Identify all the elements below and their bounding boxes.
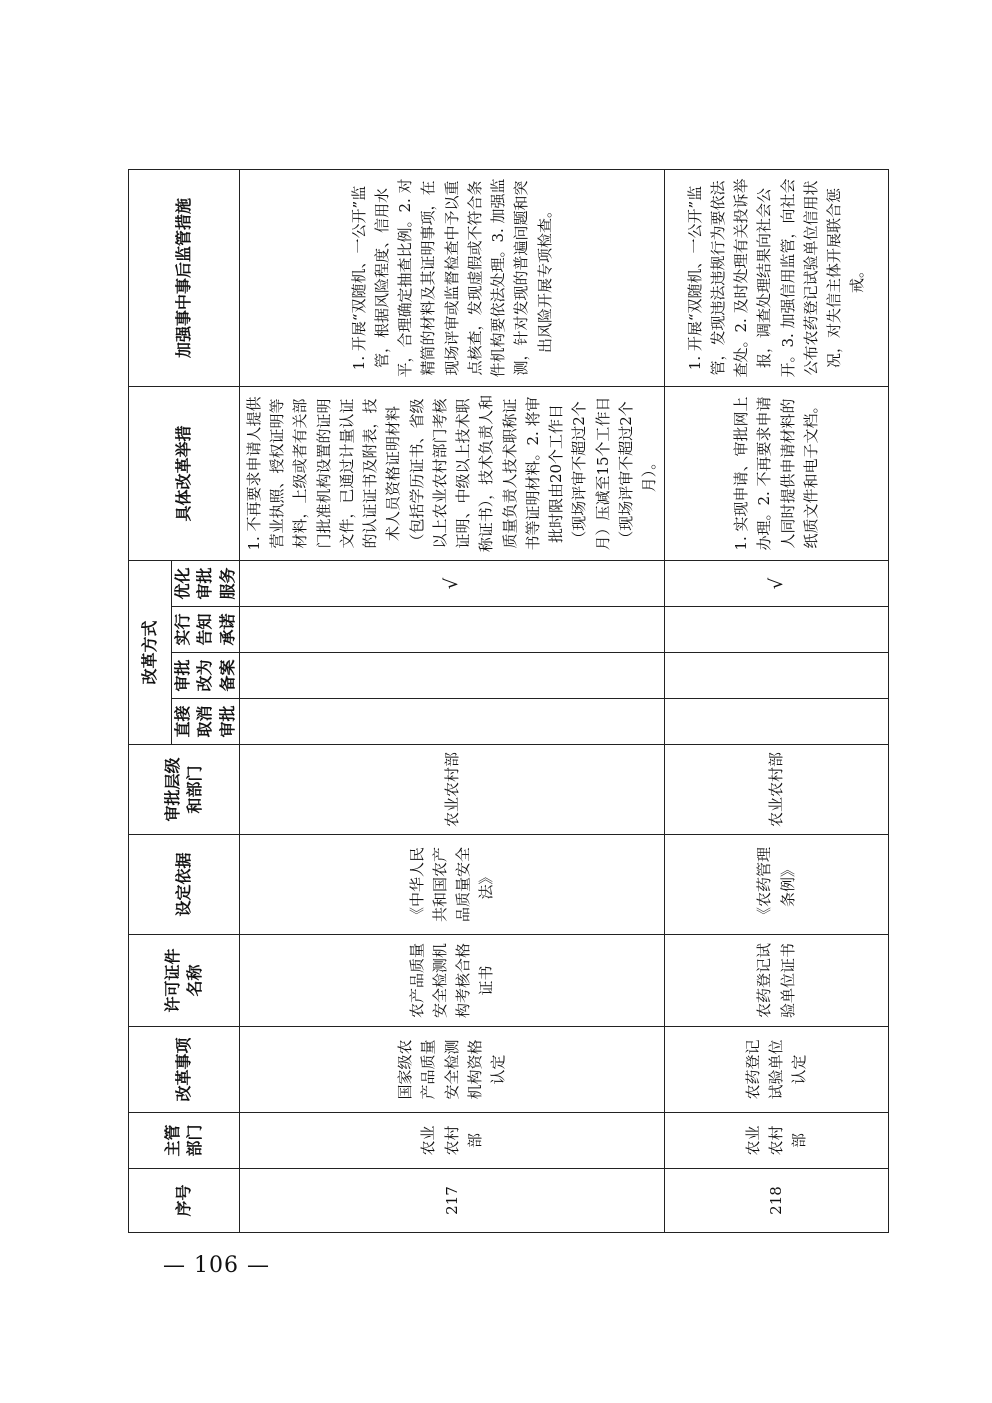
table-row	[665, 169, 889, 1232]
cell-m4: √	[665, 560, 889, 606]
reform-table	[128, 169, 889, 1233]
cell-basis: 《中华人民共和国农产品质量安全法》	[240, 835, 665, 935]
cell-m2	[240, 653, 665, 699]
cell-seq: 218	[665, 1169, 889, 1233]
rotated-table	[128, 170, 867, 1233]
cell-dept: 农业农村部	[665, 1113, 889, 1169]
cell-level: 农业农村部	[240, 745, 665, 835]
cell-m1	[240, 699, 665, 745]
header-seq: 序号	[129, 1169, 240, 1233]
header-dept: 主管部门	[129, 1113, 240, 1169]
cell-item: 农药登记试验单位认定	[665, 1027, 889, 1113]
cell-basis: 《农药管理条例》	[665, 835, 889, 935]
cell-supervision: 1. 开展“双随机、一公开”监管，根据风险程度、信用水平，合理确定抽查比例。2. 对精简的材料及其证明事项，在现场评审或监督检查中予以重点核查，发现虚假或不符合条件机构要依法处理。3. 加强监测，针对发现的普遍问题和突出风险开展专项检查。	[240, 169, 665, 386]
header-supervision: 加强事中事后监管措施	[129, 169, 240, 386]
cell-m3	[240, 607, 665, 653]
header-item: 改革事项	[129, 1027, 240, 1113]
cell-m1	[665, 699, 889, 745]
cell-supervision: 1. 开展“双随机、一公开”监管，发现违法违规行为要依法查处。2. 及时处理有关投诉举报，调查处理结果向社会公开。3. 加强信用监管，向社会公布农药登记试验单位信用状况，对失信主体开展联合惩戒。	[665, 169, 889, 386]
header-basis: 设定依据	[129, 835, 240, 935]
header-license: 许可证件名称	[129, 935, 240, 1027]
cell-m4: √	[240, 560, 665, 606]
cell-seq: 217	[240, 1169, 665, 1233]
cell-dept: 农业农村部	[240, 1113, 665, 1169]
table-frame	[128, 170, 867, 1233]
cell-level: 农业农村部	[665, 745, 889, 835]
cell-m2	[665, 653, 889, 699]
header-row	[129, 169, 172, 1232]
header-m1: 直接取消审批	[172, 699, 240, 745]
cell-m3	[665, 607, 889, 653]
header-method-group: 改革方式	[129, 560, 172, 744]
cell-measures: 1. 实现申请、审批网上办理。2. 不再要求申请人同时提供申请材料的纸质文件和电子文档。	[665, 386, 889, 560]
cell-measures: 1. 不再要求申请人提供营业执照、授权证明等材料，上级或者有关部门批准机构设置的证明文件，已通过计量认证的认证证书及附表，技术人员资格证明材料（包括学历证书、省级以上农业农村部门考核证明、中级以上技术职称证书），技术负责人和质量负责人技术职称证书等证明材料。2. 将审批时限由20个工作日（现场评审不超过2个月）压减至15个工作日（现场评审不超过2个月）。	[240, 386, 665, 560]
header-level: 审批层级和部门	[129, 745, 240, 835]
cell-license: 农药登记试验单位证书	[665, 935, 889, 1027]
cell-license: 农产品质量安全检测机构考核合格证书	[240, 935, 665, 1027]
header-measures: 具体改革举措	[129, 386, 240, 560]
header-m3: 实行告知承诺	[172, 607, 240, 653]
page-number: — 106 —	[163, 1253, 270, 1278]
table-row	[240, 169, 665, 1232]
header-m4: 优化审批服务	[172, 560, 240, 606]
cell-item: 国家级农产品质量安全检测机构资格认定	[240, 1027, 665, 1113]
header-m2: 审批改为备案	[172, 653, 240, 699]
